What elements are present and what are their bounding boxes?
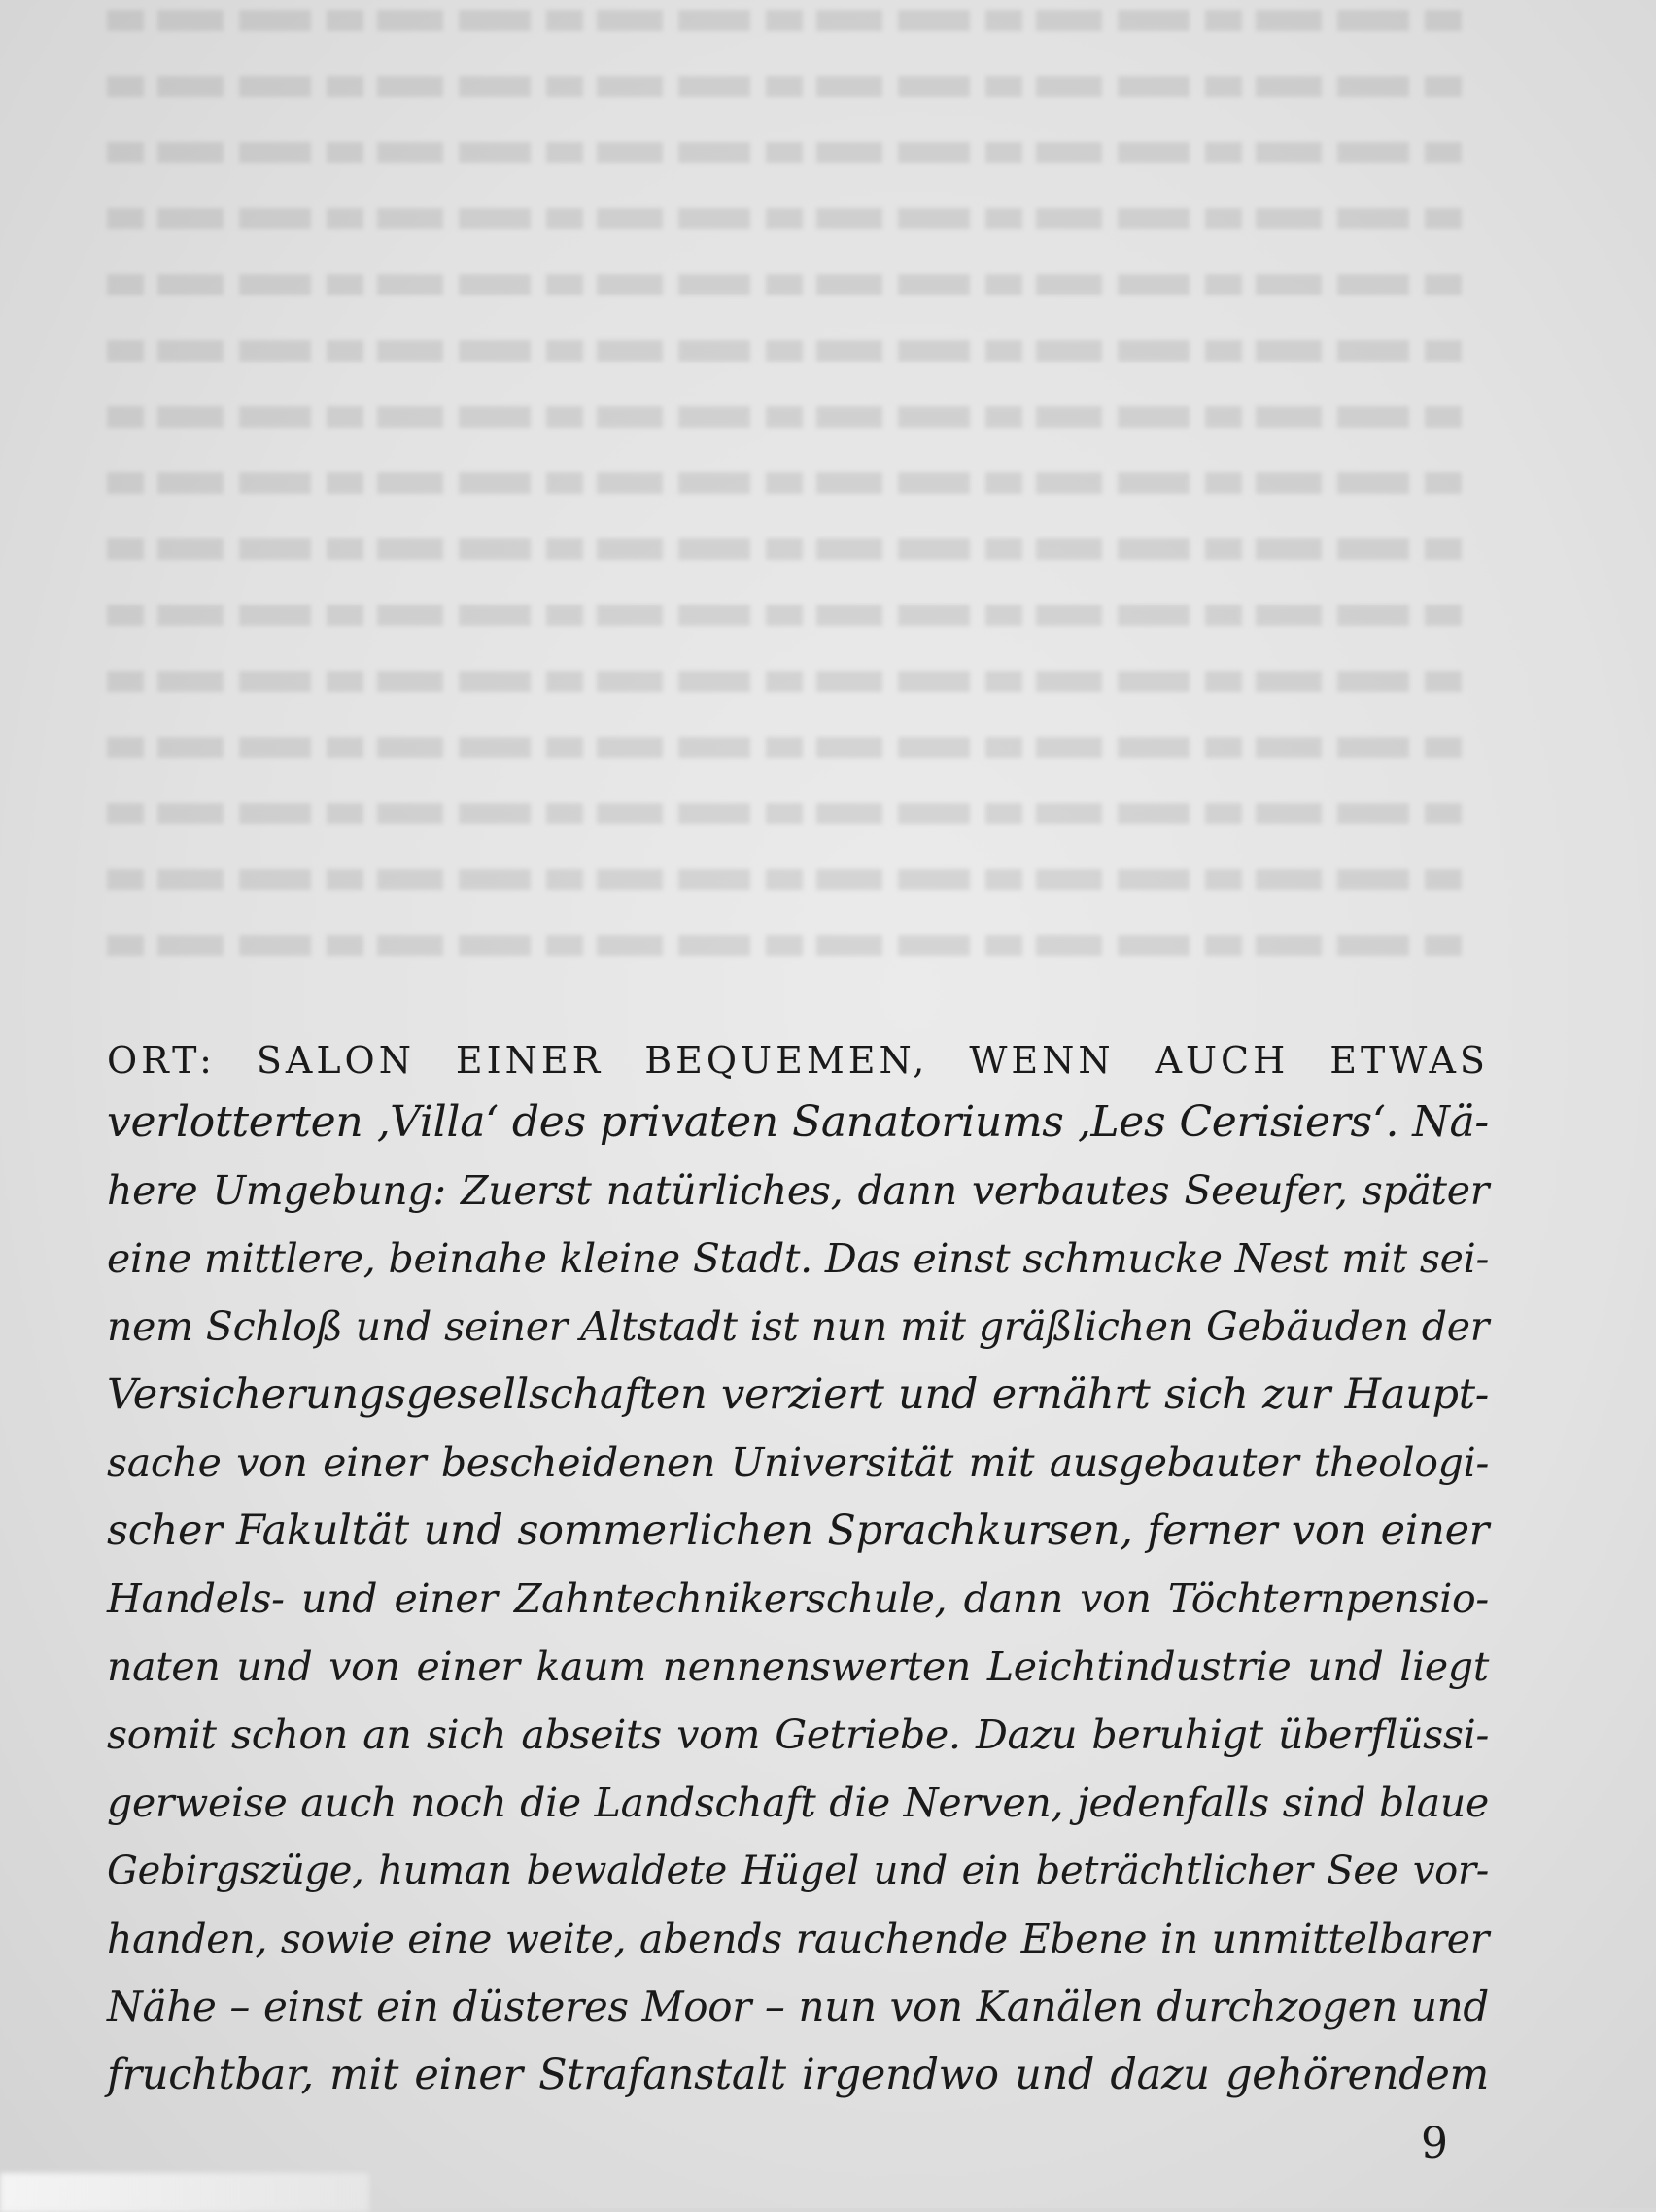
stage-direction-heading	[107, 1032, 1489, 1089]
body-line: nem Schloß und seiner Altstadt ist nun mit gräßlichen Gebäuden der	[107, 1303, 1489, 1350]
heading-word: ORT:	[107, 1039, 216, 1082]
heading-word: BEQUEMEN,	[644, 1039, 929, 1082]
main-text-block	[107, 1032, 1489, 2109]
body-line: Nähe – einst ein düsteres Moor – nun von Kanälen durchzogen und	[107, 1983, 1489, 2030]
body-line: Handels- und einer Zahntechnikerschule, dann von Töchternpensio-	[107, 1575, 1489, 1622]
body-line: sache von einer bescheidenen Universität mit ausgebauter theologi-	[107, 1439, 1489, 1486]
body-line: Versicherungsgesellschaften verziert und ernährt sich zur Haupt-	[107, 1370, 1489, 1419]
body-line: naten und von einer kaum nennenswerten Leichtindustrie und liegt	[107, 1643, 1489, 1690]
body-line: verlotterten ‚Villa‘ des privaten Sanatoriums ‚Les Cerisiers‘. Nä-	[107, 1097, 1489, 1147]
heading-word: WENN	[969, 1039, 1115, 1082]
body-line: gerweise auch noch die Landschaft die Nerven, jedenfalls sind blaue	[107, 1780, 1489, 1826]
body-line: eine mittlere, beinahe kleine Stadt. Das einst schmucke Nest mit sei-	[107, 1235, 1489, 1282]
page-number: 9	[1421, 2119, 1448, 2168]
watermark-strip	[0, 2173, 369, 2212]
heading-word: SALON	[256, 1039, 415, 1082]
bleed-through-text	[107, 10, 1467, 982]
body-line: scher Fakultät und sommerlichen Sprachkursen, ferner von einer	[107, 1506, 1489, 1555]
heading-word: EINER	[455, 1039, 604, 1082]
body-line: fruchtbar, mit einer Strafanstalt irgendwo und dazu gehörendem	[107, 2051, 1489, 2099]
body-line: handen, sowie eine weite, abends rauchende Ebene in unmittelbarer	[107, 1916, 1489, 1962]
heading-word: AUCH	[1155, 1039, 1290, 1082]
body-line: here Umgebung: Zuerst natürliches, dann verbautes Seeufer, später	[107, 1167, 1489, 1214]
body-line: somit schon an sich abseits vom Getriebe. Dazu beruhigt überflüssi-	[107, 1711, 1489, 1758]
heading-word: ETWAS	[1329, 1039, 1489, 1082]
body-line: Gebirgszüge, human bewaldete Hügel und ein beträchtlicher See vor-	[107, 1849, 1489, 1893]
